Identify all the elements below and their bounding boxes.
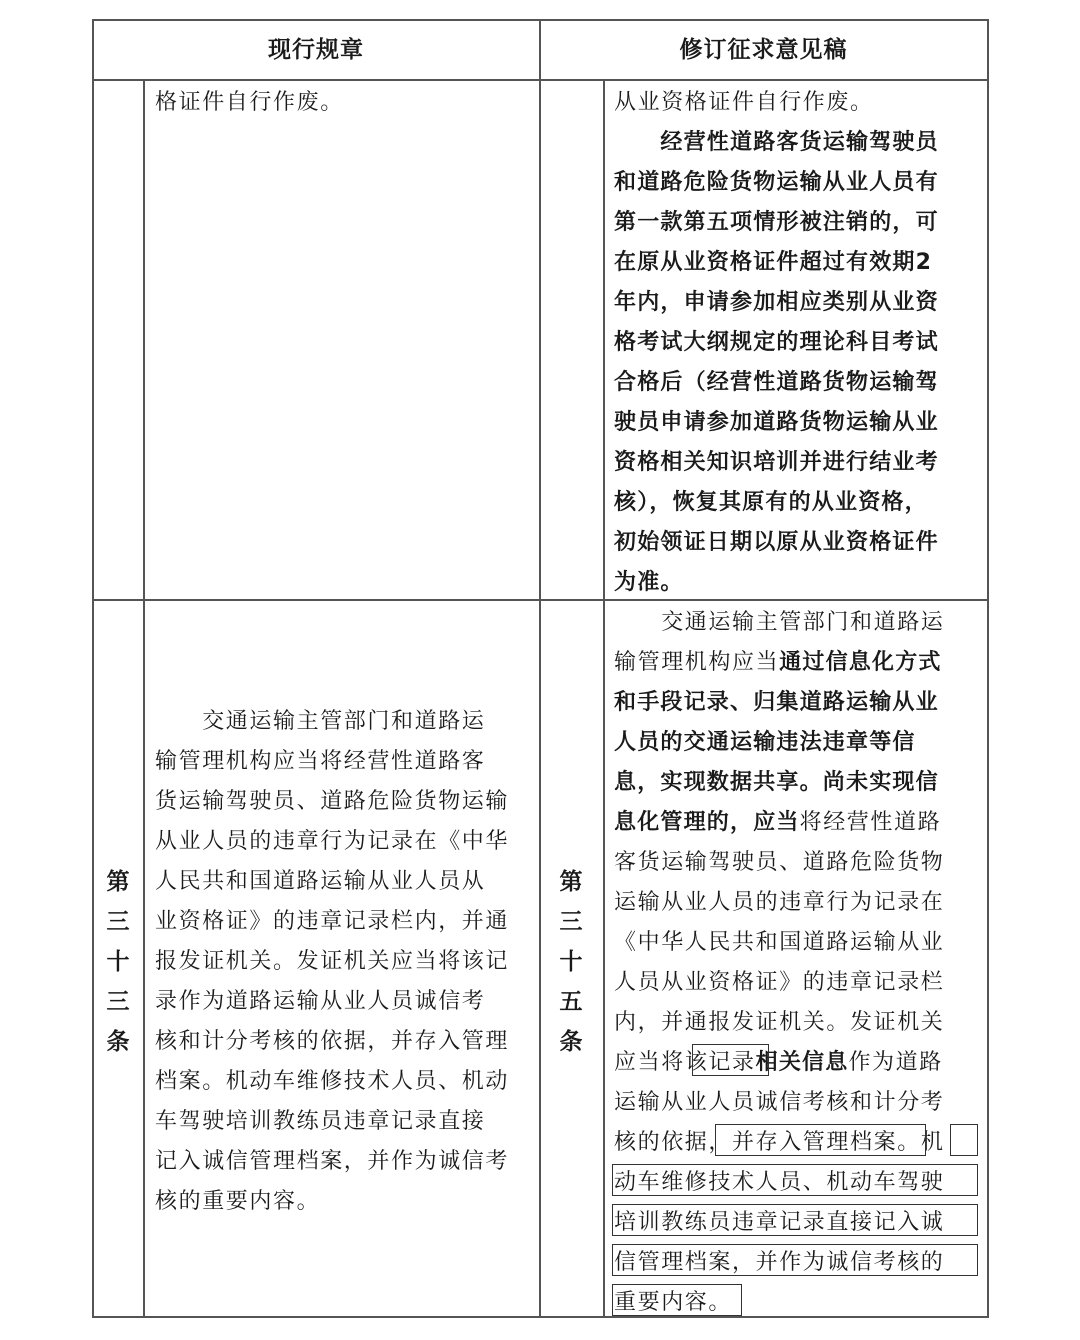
text-segment: 交通运输主管部门和道路运 (614, 610, 945, 635)
text-line: 档案。机动车维修技术人员、机动 (155, 1069, 510, 1094)
article-char: 三 (106, 989, 130, 1015)
revised-added-text: 在原从业资格证件超过有效期2 (614, 250, 933, 275)
text-line (614, 1283, 944, 1323)
text-line (614, 683, 944, 723)
middle-col-divider (539, 19, 541, 1317)
text-line (614, 1003, 944, 1043)
text-segment: 输管理机构应当 (614, 650, 780, 675)
text-line (614, 363, 939, 403)
header-current-regulation: 现行规章 (268, 37, 364, 63)
text-segment: 《中华人民共和国道路运输从业 (614, 930, 945, 955)
text-segment: ，并存入管理档案 (708, 1130, 898, 1155)
revised-article-number (546, 862, 596, 1062)
text-line (614, 1243, 944, 1283)
article-char: 十 (106, 949, 130, 975)
text-segment: 应当将 (614, 1050, 685, 1075)
revised-added-text: 年内，申请参加相应类别从业资 (614, 290, 939, 315)
article-char: 第 (559, 869, 583, 895)
text-line (614, 1123, 944, 1163)
revised-added-text: 经营性道路客货运输驾驶员 (614, 130, 939, 155)
text-line (614, 323, 939, 363)
article-char: 五 (559, 989, 583, 1015)
text-line (614, 403, 939, 443)
revised-added-text: 人员的交通运输违法违章等信 (614, 730, 916, 755)
row1-current-text (155, 83, 344, 123)
text-segment: 培训教练员违章记录直接记入诚 (614, 1210, 945, 1235)
text-segment: 核的依据 (614, 1130, 709, 1155)
text-line (614, 603, 944, 643)
text-segment: 运输从业人员诚信考核和计分考 (614, 1090, 945, 1115)
text-line (614, 883, 944, 923)
text-segment: 。 (897, 1130, 921, 1155)
text-line: 车驾驶培训教练员违章记录直接 (155, 1109, 486, 1134)
article-char: 三 (106, 909, 130, 935)
row1-revised-text (614, 83, 939, 603)
revision-box-archive-block (950, 1124, 978, 1156)
text-segment: 动车维修技术人员、机动车驾驶 (614, 1170, 945, 1195)
text-line: 格证件自行作废。 (155, 90, 344, 115)
text-segment: 从业资格证件自行作废。 (614, 90, 874, 115)
text-segment: 作为道路 (848, 1050, 943, 1075)
text-line (614, 523, 939, 563)
revised-added-text: 和道路危险货物运输从业人员有 (614, 170, 939, 195)
text-line: 从业人员的违章行为记录在《中华 (155, 829, 510, 854)
text-segment: 信管理档案，并作为诚信考核的 (614, 1250, 945, 1275)
revised-added-text: 相关信息 (755, 1050, 849, 1075)
revised-added-text: 初始领证日期以原从业资格证件 (614, 530, 939, 555)
table-right-border (987, 19, 989, 1317)
text-line (614, 1203, 944, 1243)
text-line (614, 443, 939, 483)
text-line (614, 203, 939, 243)
revised-added-text: 资格相关知识培训并进行结业考 (614, 450, 939, 475)
text-segment: 内，并通报发证机关。发证机关 (614, 1010, 945, 1035)
text-segment: 重要内容。 (614, 1290, 733, 1315)
text-line: 记入诚信管理档案，并作为诚信考 (155, 1149, 510, 1174)
text-line (614, 243, 939, 283)
text-line (614, 83, 939, 123)
text-line: 货运输驾驶员、道路危险货物运输 (155, 789, 510, 814)
table-left-border (92, 19, 94, 1317)
revised-added-text: 核），恢复其原有的从业资格， (614, 490, 928, 515)
text-line (614, 163, 939, 203)
text-line (614, 283, 939, 323)
text-line (614, 723, 944, 763)
text-line: 业资格证》的违章记录栏内，并通 (155, 909, 510, 934)
text-segment: 运输从业人员的违章行为记录在 (614, 890, 945, 915)
text-line (614, 1043, 944, 1083)
revised-added-text: 驶员申请参加道路货物运输从业 (614, 410, 939, 435)
row2-current-text (155, 702, 509, 1222)
text-line: 核和计分考核的依据，并存入管理 (155, 1029, 510, 1054)
article-char: 三 (559, 909, 583, 935)
revised-added-text: 格考试大纲规定的理论科目考试 (614, 330, 939, 355)
article-char: 条 (559, 1029, 583, 1055)
revised-added-text: 通过信息化方式 (779, 650, 942, 675)
text-line (614, 963, 944, 1003)
text-segment: 将经营性道路 (799, 810, 942, 835)
article-char: 十 (559, 949, 583, 975)
row2-revised-text (614, 603, 944, 1323)
text-line (614, 643, 944, 683)
text-line: 核的重要内容。 (155, 1189, 321, 1214)
revised-added-text: 为准。 (614, 570, 684, 595)
text-line: 输管理机构应当将经营性道路客 (155, 749, 486, 774)
text-line (614, 763, 944, 803)
revised-added-text: 息，实现数据共享。尚未实现信 (614, 770, 939, 795)
current-article-number (93, 862, 143, 1062)
text-segment: 该记录 (684, 1050, 756, 1075)
text-line: 交通运输主管部门和道路运 (155, 709, 486, 734)
article-char: 第 (106, 869, 130, 895)
text-line: 人民共和国道路运输从业人员从 (155, 869, 486, 894)
article-char: 条 (106, 1029, 130, 1055)
revised-added-text: 第一款第五项情形被注销的，可 (614, 210, 939, 235)
text-line (614, 843, 944, 883)
text-segment: 客货运输驾驶员、道路危险货物 (614, 850, 945, 875)
revised-added-text: 息化管理的，应当 (614, 810, 800, 835)
text-line: 报发证机关。发证机关应当将该记 (155, 949, 510, 974)
text-line (614, 1083, 944, 1123)
text-line (614, 803, 944, 843)
revised-added-text: 合格后（经营性道路货物运输驾 (614, 370, 939, 395)
text-segment: 机 (920, 1130, 945, 1155)
text-line (614, 123, 939, 163)
header-revised-draft: 修订征求意见稿 (679, 37, 848, 63)
text-line (614, 483, 939, 523)
revised-added-text: 和手段记录、归集道路运输从业 (614, 690, 939, 715)
text-line (614, 923, 944, 963)
text-line (614, 563, 939, 603)
current-article-col-divider (143, 79, 145, 1317)
text-segment: 人员从业资格证》的违章记录栏 (614, 970, 945, 995)
text-line: 录作为道路运输从业人员诚信考 (155, 989, 486, 1014)
revised-article-col-divider (603, 79, 605, 1317)
text-line (614, 1163, 944, 1203)
